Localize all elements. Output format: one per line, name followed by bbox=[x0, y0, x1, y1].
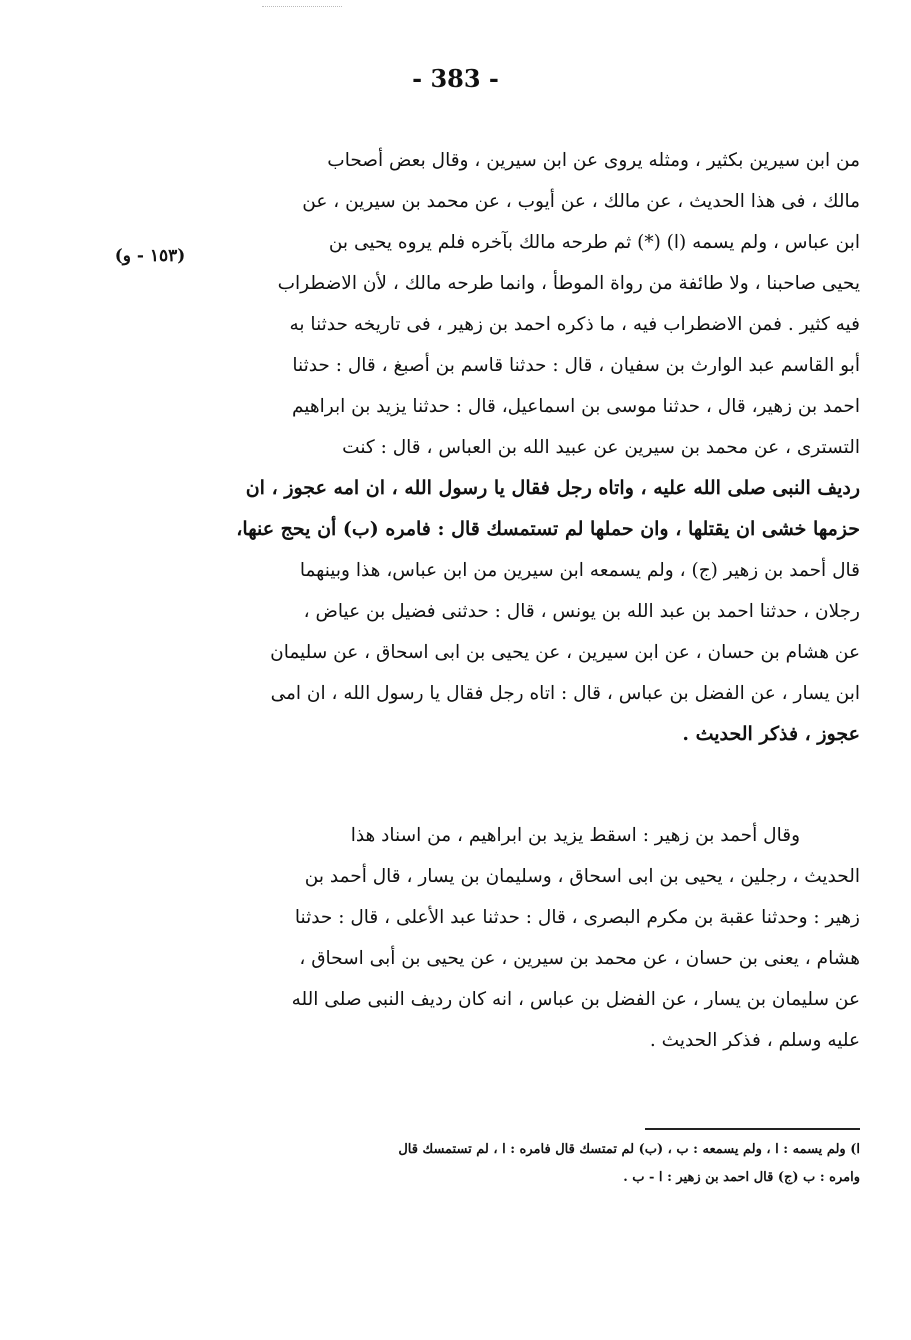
footnote-line: وامره : ب (ج) قال احمد بن زهير : ا - ب . bbox=[623, 1170, 860, 1185]
text-line: هشام ، يعنى بن حسان ، عن محمد بن سيرين ، عن يحيى بن أبى اسحاق ، bbox=[299, 948, 860, 969]
text-line: ابن عباس ، ولم يسمه (ا) (*) ثم طرحه مالك بآخره فلم يروه يحيى بن bbox=[328, 232, 860, 253]
text-line-bold: حزمها خشى ان يقتلها ، وان حملها لم تستمسك قال : فامره (ب) أن يحج عنها، bbox=[236, 518, 860, 540]
paragraph-1 bbox=[205, 140, 860, 755]
paragraph-2 bbox=[205, 815, 860, 1061]
text-line: من ابن سيرين بكثير ، ومثله يروى عن ابن سيرين ، وقال بعض أصحاب bbox=[327, 150, 860, 171]
text-line: عليه وسلم ، فذكر الحديث . bbox=[649, 1030, 860, 1051]
footnotes bbox=[205, 1136, 860, 1192]
text-line: التسترى ، عن محمد بن سيرين عن عبيد الله بن العباس ، قال : كنت bbox=[342, 437, 860, 458]
text-line: ابن يسار ، عن الفضل بن عباس ، قال : اتاه رجل فقال يا رسول الله ، ان امى bbox=[270, 683, 860, 704]
text-line: فيه كثير . فمن الاضطراب فيه ، ما ذكره احمد بن زهير ، فى تاريخه حدثنا به bbox=[289, 314, 860, 335]
footnote-divider bbox=[645, 1128, 860, 1130]
scan-mark bbox=[262, 6, 342, 7]
text-line: الحديث ، رجلين ، يحيى بن ابى اسحاق ، وسليمان بن يسار ، قال أحمد بن bbox=[304, 866, 860, 887]
text-line: عن سليمان بن يسار ، عن الفضل بن عباس ، انه كان رديف النبى صلى الله bbox=[291, 989, 860, 1010]
text-line: يحيى صاحبنا ، ولا طائفة من رواة الموطأ ، وانما طرحه مالك ، لأن الاضطراب bbox=[277, 273, 860, 294]
margin-note: (١٥٣ - و) bbox=[114, 246, 186, 266]
text-line: وقال أحمد بن زهير : اسقط يزيد بن ابراهيم ، من اسناد هذا bbox=[350, 825, 800, 846]
text-line: أبو القاسم عبد الوارث بن سفيان ، قال : حدثنا قاسم بن أصبغ ، قال : حدثنا bbox=[292, 355, 860, 376]
text-line-bold: رديف النبى صلى الله عليه ، واتاه رجل فقال يا رسول الله ، ان امه عجوز ، ان bbox=[245, 477, 860, 499]
footnote-line: ا) ولم يسمه : ا ، ولم يسمعه : ب ، (ب) لم تمتسك قال فامره : ا ، لم تستمسك قال bbox=[398, 1142, 860, 1157]
text-line: مالك ، فى هذا الحديث ، عن مالك ، عن أيوب ، عن محمد بن سيرين ، عن bbox=[302, 191, 860, 212]
text-line: رجلان ، حدثنا احمد بن عبد الله بن يونس ، قال : حدثنى فضيل بن عياض ، bbox=[303, 601, 860, 622]
text-line: قال أحمد بن زهير (ج) ، ولم يسمعه ابن سيرين من ابن عباس، هذا وبينهما bbox=[299, 560, 860, 581]
text-line: عن هشام بن حسان ، عن ابن سيرين ، عن يحيى بن ابى اسحاق ، عن سليمان bbox=[270, 642, 860, 663]
text-line-bold: عجوز ، فذكر الحديث . bbox=[682, 723, 860, 745]
text-line: احمد بن زهير، قال ، حدثنا موسى بن اسماعيل، قال : حدثنا يزيد بن ابراهيم bbox=[292, 396, 860, 417]
page-number: - 383 - bbox=[412, 64, 499, 93]
text-line: زهير : وحدثنا عقبة بن مكرم البصرى ، قال : حدثنا عبد الأعلى ، قال : حدثنا bbox=[294, 907, 860, 928]
